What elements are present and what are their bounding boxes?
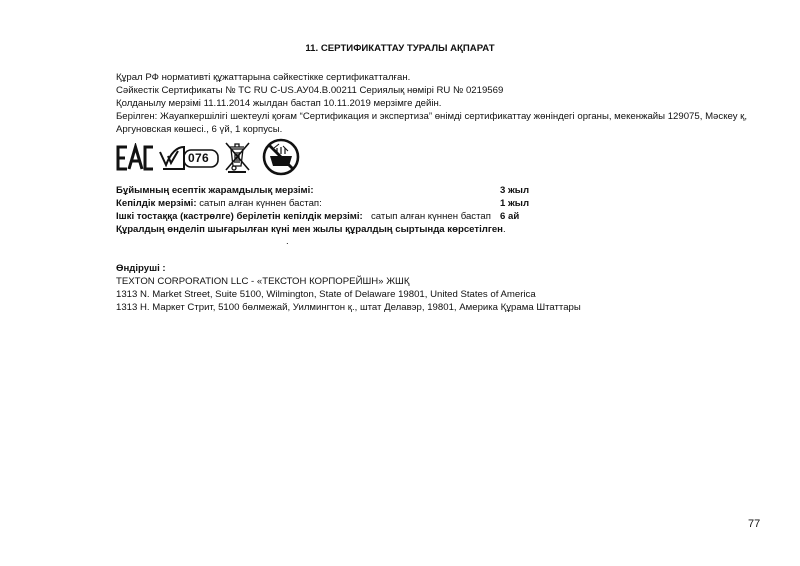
cert-line-2: Сәйкестік Сертификаты № ТС RU C-US.АУ04.В.00211 Сериялық нөмірі RU № 0219569 <box>116 85 504 96</box>
warranty-label: Кепілдік мерзімі: <box>116 198 197 209</box>
stray-dot: . <box>286 236 289 247</box>
warranty-value: 1 жыл <box>500 198 530 209</box>
manufacturer-label: Өндіруші : <box>116 263 166 274</box>
production-date-row <box>116 224 506 236</box>
page-number: 77 <box>748 518 761 530</box>
manufacturer-address-en: 1313 N. Market Street, Suite 5100, Wilmington, State of Delaware 19801, United States of America <box>116 289 536 300</box>
service-life-value: 3 жыл <box>500 185 530 196</box>
cert-line-4: Берілген: Жауапкершілігі шектеулі қоғам “Сертификация и экспертиза” өнімді сертификаттау жөніндегі органы, мекенжайы 129075, Мәскеу қ, <box>116 111 748 122</box>
cert-line-3: Қолданылу мерзімі 11.11.2014 жылдан бастап 10.11.2019 мерзімге дейін. <box>116 98 442 109</box>
rst-mark-icon <box>158 143 220 176</box>
production-date-text: Құралдың өнделіп шығарылған күні мен жылы құралдың сыртында көрсетілген <box>116 224 503 235</box>
page-heading: 11. СЕРТИФИКАТТАУ ТУРАЛЫ АҚПАРАТ <box>305 43 495 54</box>
manufacturer-address-kk: 1313 Н. Маркет Стрит, 5100 бөлмежай, Уилмингтон қ., штат Делавэр, 19801, Америка Құрама Штаттары <box>116 302 581 313</box>
weee-crossed-bin-icon <box>222 139 252 176</box>
warranty-note: сатып алған күннен бастап: <box>196 198 322 209</box>
manufacturer-name: TEXTON CORPORATION LLC - «ТЕКСТОН КОРПОРЕЙШН» ЖШҚ <box>116 276 410 287</box>
inner-bowl-warranty-value: 6 ай <box>500 211 520 222</box>
rst-code-text: 076 <box>188 151 209 165</box>
cert-line-5: Аргуновская көшесі., 6 үй, 1 корпусы. <box>116 124 283 135</box>
warranty-row <box>116 198 322 210</box>
production-date-period: . <box>502 224 506 235</box>
no-dishwasher-icon <box>261 138 301 179</box>
service-life-label: Бұйымның есептік жарамдылық мерзімі: <box>116 185 314 196</box>
cert-line-1: Құрал РФ нормативті құжаттарына сәйкестікке сертификатталған. <box>116 72 411 83</box>
inner-bowl-warranty-label: Ішкі тостаққа (кастрөлге) берілетін кепілдік мерзімі: <box>116 211 363 222</box>
eac-mark-icon <box>116 143 154 176</box>
inner-bowl-warranty-note: сатып алған күннен бастап <box>371 211 491 222</box>
